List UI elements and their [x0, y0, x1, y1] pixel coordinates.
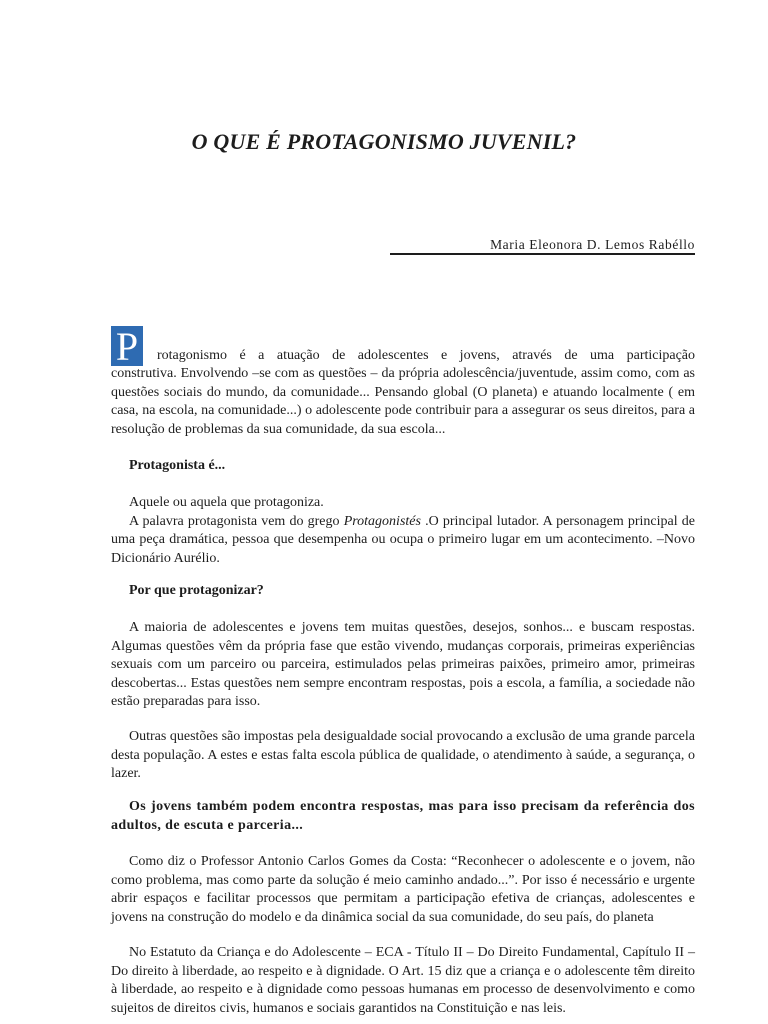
bold-paragraph — [111, 798, 695, 835]
por-que-paragraph-2-text: Outras questões são impostas pela desigualdade social provocando a exclusão de uma grande parcela desta população. A estes e estas falta escola pública de qualidade, o atendimento à saúde, a segurança, o lazer. — [111, 729, 695, 781]
por-que-paragraph-1-text: A maioria de adolescentes e jovens tem muitas questões, desejos, sonhos... e buscam respostas. Algumas questões vêm da própria fase que estão vivendo, mudanças corporais, primeiras experiências sexuais com um parceiro ou parceira, estimulados pelas primeiras paixões, primeiro amor, primeiras descobertas... Estas questões nem sempre encontram respostas, pois a escola, a família, a sociedade não estão preparadas para isso. — [111, 620, 695, 709]
por-que-paragraph-2 — [111, 728, 695, 784]
definition-text-after: .O principal lutador. A personagem principal de uma peça dramática, pessoa que desempenha ou ocupa o primeiro lugar em um acontecimento. –Novo Dicionário Aurélio. — [111, 513, 696, 566]
bold-paragraph-text: Os jovens também podem encontra respostas, mas para isso precisam da referência dos adultos, de escuta e parceria... — [111, 799, 695, 833]
author-name: Maria Eleonora D. Lemos Rabéllo — [490, 237, 695, 252]
section-protagonista — [111, 457, 695, 476]
costa-paragraph-text: Como diz o Professor Antonio Carlos Gomes da Costa: “Reconhecer o adolescente e o jovem, não como problema, mas como parte da solução é meio caminho andado...”. Por isso é necessário e urgente abrir espaços e facilitar processos que permitam a participação efetiva de crianças, adolescentes e jovens na construção do modelo e da dinâmica social da sua comunidade, do seu país, do planeta — [111, 854, 695, 925]
drop-cap: P — [111, 326, 143, 366]
section-heading-protagonista: Protagonista é... — [129, 458, 226, 473]
section-por-que — [111, 582, 695, 601]
eca-paragraph — [111, 944, 695, 1018]
greek-word: Protagonistés — [343, 513, 421, 529]
section-protagonista-body — [111, 494, 695, 568]
author-underline — [390, 253, 695, 255]
section-heading-por-que: Por que protagonizar? — [129, 583, 264, 598]
costa-paragraph — [111, 853, 695, 927]
page-title: O QUE É PROTAGONISMO JUVENIL? — [191, 129, 577, 154]
definition-text-before: A palavra protagonista vem do grego — [129, 513, 344, 529]
definition-paragraph — [111, 513, 695, 569]
definition-line: Aquele ou aquela que protagoniza. — [129, 495, 324, 510]
intro-paragraph — [111, 365, 695, 439]
eca-paragraph-text: No Estatuto da Criança e do Adolescente – ECA - Título II – Do Direito Fundamental, Capítulo II – Do direito à liberdade, ao respeito e à dignidade. O Art. 15 diz que a criança e o adolescente têm direito à liberdade, ao respeito e à dignidade como pessoas humanas em processo de desenvolvimento e como sujeitos de direitos civis, humanos e sociais garantidos na Constituição e nas leis. — [111, 945, 695, 1016]
por-que-paragraph-1 — [111, 619, 695, 712]
intro-paragraph-text: construtiva. Envolvendo –se com as questões – da própria adolescência/juventude, assim como, com as questões sociais do mundo, da comunidade... Pensando global (O planeta) e atuando localmente ( em casa, na escola, na comunidade...) o adolescente pode contribuir para a assegurar os seus direitos, para a resolução de problemas da sua comunidade, da sua escola... — [111, 366, 695, 437]
intro-first-line: rotagonismo é a atuação de adolescentes e jovens, através de uma participação — [157, 348, 695, 363]
